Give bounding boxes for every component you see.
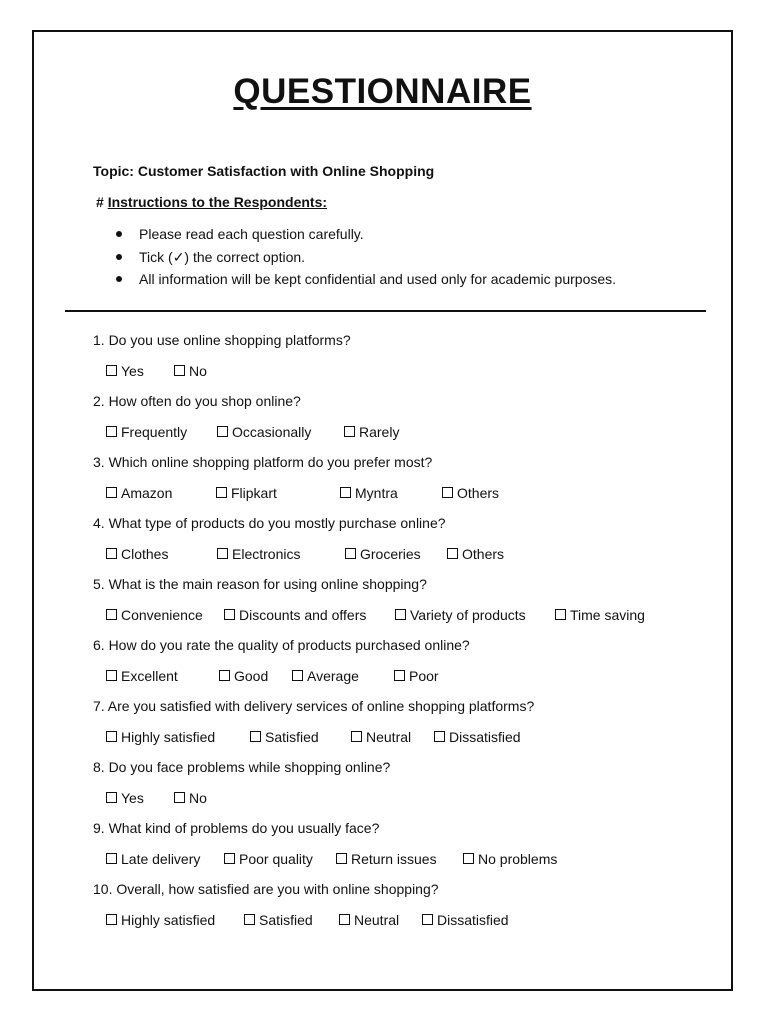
checkbox-icon[interactable] [106, 426, 117, 437]
checkbox-icon[interactable] [434, 731, 445, 742]
option-label: Satisfied [265, 729, 319, 745]
question-text: 7. Are you satisfied with delivery services of online shopping platforms? [93, 698, 535, 714]
option-electronics[interactable] [217, 545, 300, 563]
option-label: Variety of products [410, 607, 526, 623]
page-title: QUESTIONNAIRE [233, 72, 532, 111]
instructions-heading [96, 194, 327, 210]
option-rarely[interactable] [344, 423, 399, 441]
option-others[interactable] [447, 545, 504, 563]
instruction-item: Tick (✓) the correct option. [115, 248, 616, 271]
checkbox-icon[interactable] [106, 487, 117, 498]
checkbox-icon[interactable] [224, 609, 235, 620]
option-label: Myntra [355, 485, 398, 501]
option-convenience[interactable] [106, 606, 203, 624]
option-satisfied[interactable] [244, 911, 313, 929]
question-text: 1. Do you use online shopping platforms? [93, 332, 351, 348]
checkbox-icon[interactable] [345, 548, 356, 559]
question-text: 8. Do you face problems while shopping online? [93, 759, 391, 775]
option-poor-quality[interactable] [224, 850, 313, 868]
option-frequently[interactable] [106, 423, 187, 441]
option-neutral[interactable] [339, 911, 399, 929]
topic-line: Topic: Customer Satisfaction with Online Shopping [93, 163, 435, 179]
option-variety[interactable] [395, 606, 526, 624]
option-label: Frequently [121, 424, 188, 440]
option-highly-satisfied[interactable] [106, 728, 215, 746]
option-label: Neutral [366, 729, 412, 745]
option-amazon[interactable] [106, 484, 172, 502]
option-occasionally[interactable] [217, 423, 311, 441]
question-text: 2. How often do you shop online? [93, 393, 301, 409]
instructions-heading-prefix: # [96, 194, 108, 210]
option-yes[interactable] [106, 789, 144, 807]
checkbox-icon[interactable] [250, 731, 261, 742]
option-label: Flipkart [231, 485, 277, 501]
option-satisfied[interactable] [250, 728, 319, 746]
question-text: 10. Overall, how satisfied are you with online shopping? [93, 881, 439, 897]
checkbox-icon[interactable] [217, 548, 228, 559]
option-good[interactable] [219, 667, 268, 685]
question-3 [93, 453, 713, 514]
checkbox-icon[interactable] [174, 365, 185, 376]
checkbox-icon[interactable] [336, 853, 347, 864]
option-label: Others [462, 546, 505, 562]
checkbox-icon[interactable] [106, 609, 117, 620]
checkbox-icon[interactable] [106, 670, 117, 681]
option-label: Poor [409, 668, 439, 684]
questions-section [93, 331, 713, 941]
checkbox-icon[interactable] [106, 548, 117, 559]
checkbox-icon[interactable] [292, 670, 303, 681]
option-label: Highly satisfied [121, 729, 216, 745]
question-10 [93, 880, 713, 941]
option-label: Others [457, 485, 500, 501]
divider [65, 310, 706, 312]
option-yes[interactable] [106, 362, 144, 380]
checkbox-icon[interactable] [217, 426, 228, 437]
option-myntra[interactable] [340, 484, 398, 502]
option-label: Clothes [121, 546, 169, 562]
option-label: Return issues [351, 851, 437, 867]
option-label: Convenience [121, 607, 203, 623]
option-label: Dissatisfied [437, 912, 509, 928]
checkbox-icon[interactable] [174, 792, 185, 803]
option-average[interactable] [292, 667, 359, 685]
question-text: 4. What type of products do you mostly purchase online? [93, 515, 446, 531]
option-label: No [189, 790, 207, 806]
checkbox-icon[interactable] [422, 914, 433, 925]
checkbox-icon[interactable] [351, 731, 362, 742]
option-label: Satisfied [259, 912, 313, 928]
checkbox-icon[interactable] [224, 853, 235, 864]
option-label: Late delivery [121, 851, 201, 867]
instruction-item: Please read each question carefully. [115, 225, 616, 248]
question-7 [93, 697, 713, 758]
checkbox-icon[interactable] [555, 609, 566, 620]
checkbox-icon[interactable] [106, 731, 117, 742]
option-late-delivery[interactable] [106, 850, 200, 868]
question-text: 9. What kind of problems do you usually face? [93, 820, 380, 836]
option-discounts[interactable] [224, 606, 366, 624]
checkbox-icon[interactable] [339, 914, 350, 925]
checkbox-icon[interactable] [394, 670, 405, 681]
option-groceries[interactable] [345, 545, 421, 563]
option-highly-satisfied[interactable] [106, 911, 215, 929]
checkbox-icon[interactable] [106, 853, 117, 864]
option-return-issues[interactable] [336, 850, 437, 868]
option-poor[interactable] [394, 667, 439, 685]
instruction-item: All information will be kept confidential and used only for academic purposes. [115, 270, 616, 293]
option-dissatisfied[interactable] [422, 911, 509, 929]
option-no-problems[interactable] [463, 850, 557, 868]
question-8 [93, 758, 713, 819]
option-label: Occasionally [232, 424, 312, 440]
question-text: 5. What is the main reason for using online shopping? [93, 576, 427, 592]
question-9 [93, 819, 713, 880]
question-5 [93, 575, 713, 636]
checkbox-icon[interactable] [106, 365, 117, 376]
question-text: 3. Which online shopping platform do you prefer most? [93, 454, 433, 470]
option-label: Rarely [359, 424, 400, 440]
option-flipkart[interactable] [216, 484, 277, 502]
option-label: Excellent [121, 668, 178, 684]
instructions-heading-text: Instructions to the Respondents: [107, 194, 328, 210]
question-2 [93, 392, 713, 453]
option-label: Yes [121, 363, 144, 379]
question-4 [93, 514, 713, 575]
option-label: Neutral [354, 912, 400, 928]
option-label: Poor quality [239, 851, 313, 867]
option-label: Electronics [232, 546, 301, 562]
option-others[interactable] [442, 484, 499, 502]
option-label: Yes [121, 790, 144, 806]
option-label: Average [307, 668, 359, 684]
question-text: 6. How do you rate the quality of products purchased online? [93, 637, 470, 653]
option-label: Discounts and offers [239, 607, 367, 623]
option-label: Dissatisfied [449, 729, 521, 745]
question-6 [93, 636, 713, 697]
option-neutral[interactable] [351, 728, 411, 746]
checkbox-icon[interactable] [447, 548, 458, 559]
question-1 [93, 331, 713, 392]
option-label: Highly satisfied [121, 912, 216, 928]
option-no[interactable] [174, 362, 207, 380]
option-label: Time saving [570, 607, 645, 623]
option-no[interactable] [174, 789, 207, 807]
checkbox-icon[interactable] [340, 487, 351, 498]
checkbox-icon[interactable] [344, 426, 355, 437]
checkbox-icon[interactable] [244, 914, 255, 925]
option-dissatisfied[interactable] [434, 728, 521, 746]
checkbox-icon[interactable] [106, 914, 117, 925]
checkbox-icon[interactable] [219, 670, 230, 681]
instructions-list [115, 225, 616, 293]
option-label: Good [234, 668, 269, 684]
option-excellent[interactable] [106, 667, 178, 685]
checkbox-icon[interactable] [395, 609, 406, 620]
checkbox-icon[interactable] [216, 487, 227, 498]
checkbox-icon[interactable] [106, 792, 117, 803]
checkbox-icon[interactable] [463, 853, 474, 864]
option-label: Amazon [121, 485, 173, 501]
option-clothes[interactable] [106, 545, 168, 563]
option-label: No problems [478, 851, 558, 867]
option-time-saving[interactable] [555, 606, 645, 624]
option-label: Groceries [360, 546, 421, 562]
option-label: No [189, 363, 207, 379]
checkbox-icon[interactable] [442, 487, 453, 498]
